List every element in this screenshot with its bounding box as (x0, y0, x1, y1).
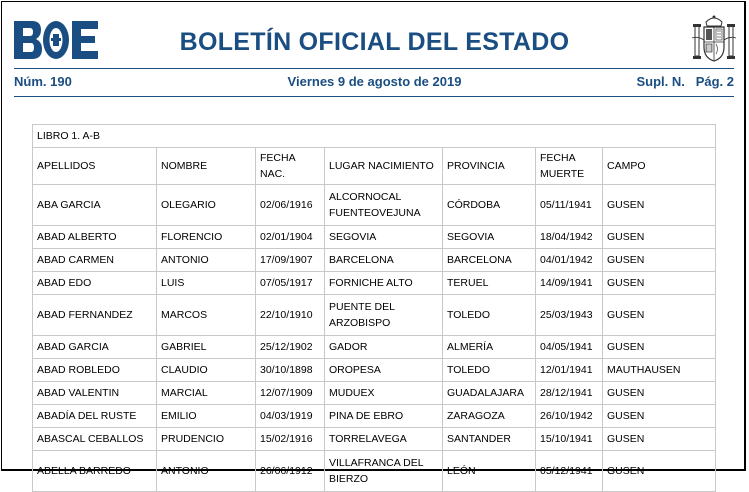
table-cell: 15/10/1941 (536, 428, 603, 451)
table-cell: ABELLA BARREDO (33, 451, 157, 492)
table-cell: MUDUEX (325, 382, 443, 405)
table-cell: TOLEDO (443, 359, 536, 382)
table-cell: 18/04/1942 (536, 226, 603, 249)
table-cell: GABRIEL (157, 336, 256, 359)
table-cell: FORNICHE ALTO (325, 272, 443, 295)
table-cell: 22/10/1910 (256, 295, 325, 336)
table-cell: GUSEN (603, 249, 716, 272)
table-cell: GUSEN (603, 405, 716, 428)
table-cell: GUSEN (603, 185, 716, 226)
issue-number: Núm. 190 (14, 74, 72, 89)
table-row (33, 185, 716, 226)
column-header: FECHA NAC. (256, 148, 325, 185)
table-cell: GUSEN (603, 226, 716, 249)
table-row (33, 451, 716, 492)
issue-date: Viernes 9 de agosto de 2019 (287, 74, 462, 89)
table-cell: ABAD CARMEN (33, 249, 157, 272)
table-cell: SEGOVIA (325, 226, 443, 249)
table-cell: 04/05/1941 (536, 336, 603, 359)
table-cell: MAUTHAUSEN (603, 359, 716, 382)
table-cell: ABAD ROBLEDO (33, 359, 157, 382)
table-row (33, 336, 716, 359)
column-header: PROVINCIA (443, 148, 536, 185)
column-header: NOMBRE (157, 148, 256, 185)
table-cell: FLORENCIO (157, 226, 256, 249)
table-row (33, 428, 716, 451)
table-cell: ALCORNOCAL FUENTEOVEJUNA (325, 185, 443, 226)
table-cell: ABAD EDO (33, 272, 157, 295)
table-cell: GUSEN (603, 451, 716, 492)
table-cell: 05/12/1941 (536, 451, 603, 492)
table-cell: MARCIAL (157, 382, 256, 405)
table-cell: 14/09/1941 (536, 272, 603, 295)
table-cell: 02/06/1916 (256, 185, 325, 226)
column-header: FECHA MUERTE (536, 148, 603, 185)
table-cell: ABA GARCIA (33, 185, 157, 226)
table-cell: 25/12/1902 (256, 336, 325, 359)
table-cell: ZARAGOZA (443, 405, 536, 428)
book-row (33, 125, 716, 148)
table-cell: GUADALAJARA (443, 382, 536, 405)
table-cell: SANTANDER (443, 428, 536, 451)
table-cell: OLEGARIO (157, 185, 256, 226)
column-header: APELLIDOS (33, 148, 157, 185)
coat-of-arms-icon (692, 14, 736, 64)
table-cell: ANTONIO (157, 249, 256, 272)
table-row (33, 359, 716, 382)
table-cell: ANTONIO (157, 451, 256, 492)
table-cell: ABAD FERNANDEZ (33, 295, 157, 336)
table-cell: 04/01/1942 (536, 249, 603, 272)
table-cell: GUSEN (603, 336, 716, 359)
table-cell: EMILIO (157, 405, 256, 428)
table-cell: PRUDENCIO (157, 428, 256, 451)
table-row (33, 382, 716, 405)
table-cell: 12/07/1909 (256, 382, 325, 405)
table-cell: ABAD ALBERTO (33, 226, 157, 249)
table-row (33, 249, 716, 272)
table-cell: ABASCAL CEBALLOS (33, 428, 157, 451)
table-cell: 15/02/1916 (256, 428, 325, 451)
table-row (33, 405, 716, 428)
table-cell: GUSEN (603, 382, 716, 405)
table-cell: GUSEN (603, 295, 716, 336)
table-cell: OROPESA (325, 359, 443, 382)
header-top-rule (14, 68, 734, 69)
table-cell: 26/06/1912 (256, 451, 325, 492)
book-label: LIBRO 1. A-B (33, 125, 716, 148)
table-cell: 02/01/1904 (256, 226, 325, 249)
table-cell: 05/11/1941 (536, 185, 603, 226)
table-cell: 12/01/1941 (536, 359, 603, 382)
table-cell: CLAUDIO (157, 359, 256, 382)
table-cell: TORRELAVEGA (325, 428, 443, 451)
table-cell: VILLAFRANCA DEL BIERZO (325, 451, 443, 492)
gazette-title: BOLETÍN OFICIAL DEL ESTADO (179, 28, 570, 56)
table-cell: 26/10/1942 (536, 405, 603, 428)
header-bottom-rule (14, 96, 734, 97)
table-cell: TOLEDO (443, 295, 536, 336)
deportees-table (32, 124, 716, 492)
table-row (33, 226, 716, 249)
table-cell: ABADÍA DEL RUSTE (33, 405, 157, 428)
table-cell: LEÓN (443, 451, 536, 492)
table-cell: 07/05/1917 (256, 272, 325, 295)
table-cell: GUSEN (603, 272, 716, 295)
table-cell: 30/10/1898 (256, 359, 325, 382)
table-cell: 17/09/1907 (256, 249, 325, 272)
table-cell: PINA DE EBRO (325, 405, 443, 428)
table-row (33, 272, 716, 295)
column-header: LUGAR NACIMIENTO (325, 148, 443, 185)
table-cell: TERUEL (443, 272, 536, 295)
table-cell: 04/03/1919 (256, 405, 325, 428)
table-cell: ABAD VALENTIN (33, 382, 157, 405)
header-row (33, 148, 716, 185)
table-row (33, 295, 716, 336)
table-cell: LUIS (157, 272, 256, 295)
table-cell: BARCELONA (325, 249, 443, 272)
table-cell: GADOR (325, 336, 443, 359)
table-cell: BARCELONA (443, 249, 536, 272)
table-cell: ABAD GARCIA (33, 336, 157, 359)
table-cell: GUSEN (603, 428, 716, 451)
table-cell: CÓRDOBA (443, 185, 536, 226)
table-cell: 25/03/1943 (536, 295, 603, 336)
page-number: Supl. N. Pág. 2 (636, 74, 734, 89)
table-cell: PUENTE DEL ARZOBISPO (325, 295, 443, 336)
column-header: CAMPO (603, 148, 716, 185)
table-cell: SEGOVIA (443, 226, 536, 249)
table-cell: MARCOS (157, 295, 256, 336)
table-cell: ALMERÍA (443, 336, 536, 359)
table-cell: 28/12/1941 (536, 382, 603, 405)
